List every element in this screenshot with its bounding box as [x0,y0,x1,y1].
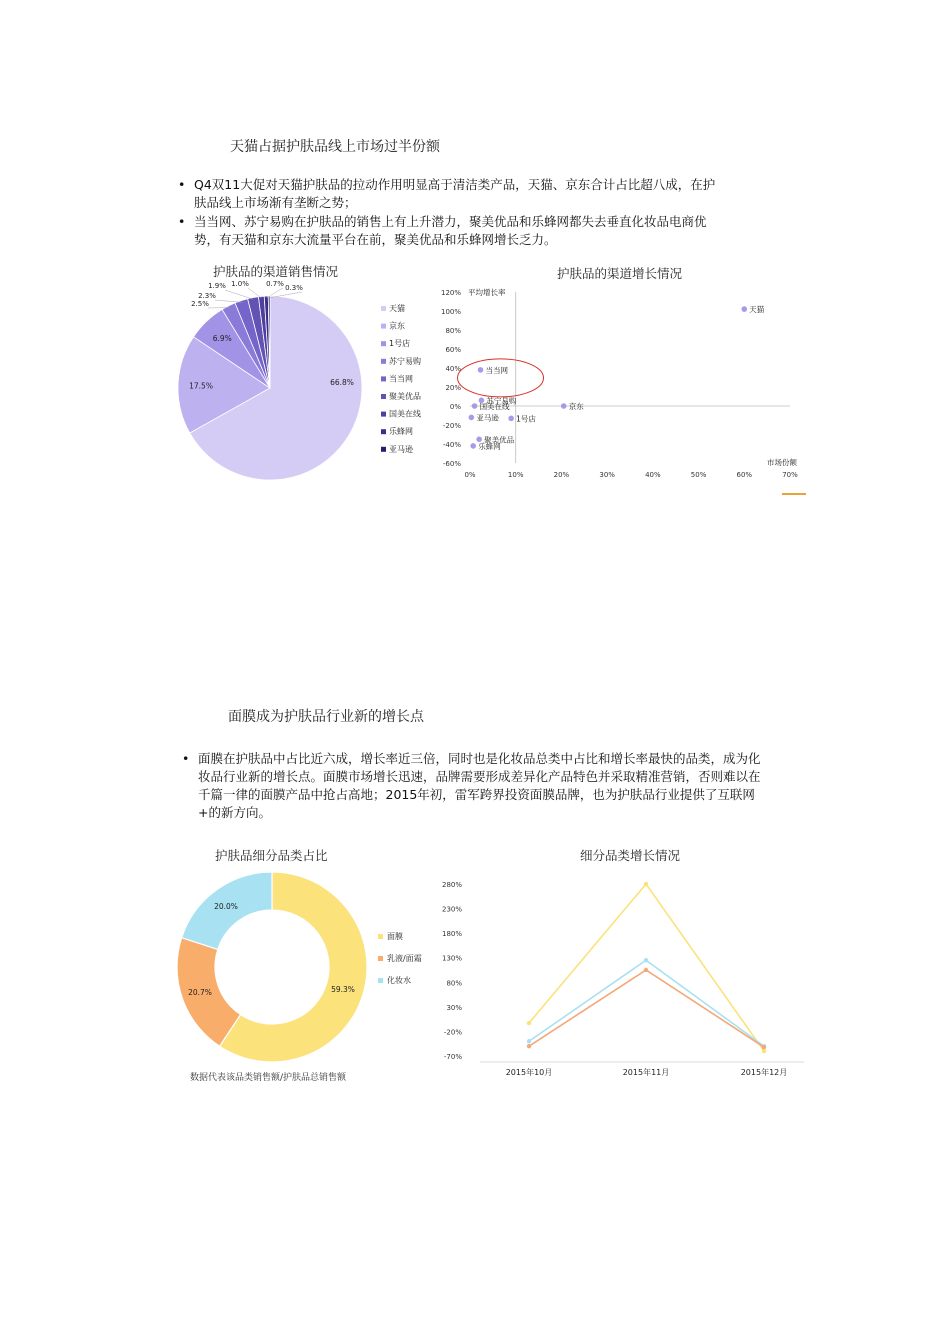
series-point [527,1044,531,1048]
y-tick-label: -40% [442,441,461,449]
x-axis-title: 市场份额 [767,458,797,467]
bullet-item: • 当当网、苏宁易购在护肤品的销售上有上升潜力，聚美优品和乐蜂网都失去垂直化妆品电商优势，有天猫和京东大流量平台在前，聚美优品和乐蜂网增长乏力。 [178,213,718,249]
legend-label: 亚马逊 [389,444,413,454]
series-point [644,958,648,962]
y-tick-label: 130% [441,954,462,963]
x-tick-label: 2015年11月 [622,1068,670,1077]
legend-label: 乐蜂网 [389,427,413,437]
series-point [527,1039,531,1043]
pie-value-label: 1.9% [208,282,226,290]
bullet-item: • 面膜在护肤品中占比近六成，增长率近三倍，同时也是化妆品总类中占比和增长率最快的品类，成为化妆品行业新的增长点。面膜市场增长迅速，品牌需要形成差异化产品特色并采取精准营销，否则难以在千篇一律的面膜产品中抢占高地；2015年初，雷军跨界投资面膜品牌，也为护肤品行业提供了互联网+的新方向。 [182,750,762,822]
legend-swatch [381,394,386,399]
legend-swatch [381,376,386,381]
x-tick-label: 20% [553,471,570,479]
legend-swatch [378,956,383,961]
highlight-ellipse [458,359,544,397]
category-share-donut-chart [170,862,440,1072]
donut-value-label: 20.0% [214,902,238,911]
y-tick-label: -20% [443,1028,462,1037]
chart-title-channel-sales: 护肤品的渠道销售情况 [213,264,339,279]
chart-footnote: 数据代表该品类销售额/护肤品总销售额 [190,1073,347,1083]
pie-value-label: 0.3% [285,284,303,292]
legend-label: 面膜 [387,932,403,941]
scatter-point-label: 京东 [568,402,584,411]
decorative-line [782,493,806,495]
pie-leader-line [248,288,262,298]
pie-value-label: 17.5% [189,381,213,391]
series-line [529,884,764,1051]
x-tick-label: 40% [645,471,661,479]
x-tick-label: 0% [464,471,476,479]
section-2-bullets [182,750,762,823]
x-tick-label: 2015年10月 [505,1068,553,1077]
x-tick-label: 10% [507,471,524,479]
channel-sales-pie-chart [160,278,440,493]
scatter-point [470,443,476,449]
x-tick-label: 2015年12月 [740,1068,788,1077]
y-tick-label: 230% [441,905,462,914]
legend-swatch [381,412,386,417]
scatter-point-label: 国美在线 [479,402,510,411]
scatter-point [561,403,567,409]
scatter-point-label: 乐蜂网 [478,441,501,451]
y-tick-label: 180% [441,930,462,939]
legend-swatch [378,934,383,939]
y-tick-label: 80% [445,327,461,335]
scatter-point [478,367,484,373]
legend-label: 1号店 [389,339,411,349]
category-growth-line-chart [432,872,812,1082]
series-point [644,882,648,886]
legend-swatch [381,341,386,346]
legend-label: 苏宁易购 [389,356,421,366]
scatter-point [508,416,514,422]
scatter-point-label: 1号店 [516,414,536,424]
y-tick-label: 280% [441,881,462,889]
chart-title-category-growth: 细分品类增长情况 [580,848,681,863]
legend-swatch [381,447,386,452]
scatter-point [741,306,747,312]
legend-swatch [381,306,386,311]
channel-growth-scatter-chart [432,282,812,494]
legend-swatch [378,978,383,983]
chart-title-category-share: 护肤品细分品类占比 [215,848,328,863]
y-tick-label: 0% [449,403,461,411]
legend-swatch [381,324,386,329]
y-tick-label: -20% [442,422,461,430]
legend-label: 当当网 [389,374,413,384]
series-line [529,960,764,1046]
x-tick-label: 60% [736,471,753,479]
legend-swatch [381,359,386,364]
scatter-point-label: 聚美优品 [484,435,515,445]
section-1-bullets [178,176,718,250]
y-tick-label: 60% [445,346,461,354]
scatter-point-label: 当当网 [485,365,509,375]
y-tick-label: -70% [443,1053,462,1061]
y-tick-label: -60% [442,460,461,468]
x-tick-label: 70% [782,471,798,479]
x-tick-label: 50% [690,471,707,479]
y-tick-label: 30% [446,1003,462,1012]
section-2-title: 面膜成为护肤品行业新的增长点 [228,709,424,725]
y-tick-label: 20% [445,384,461,392]
x-tick-label: 30% [599,471,615,479]
series-point [644,968,648,972]
pie-value-label: 2.3% [198,292,216,300]
scatter-point [472,403,478,409]
series-point [762,1045,766,1049]
pie-value-label: 6.9% [212,334,232,344]
pie-leader-line [225,290,253,299]
legend-label: 化妆水 [387,976,411,985]
bullet-item: • Q4双11大促对天猫护肤品的拉动作用明显高于清洁类产品，天猫、京东合计占比超八成，在护肤品线上市场渐有垄断之势； [178,176,718,212]
pie-value-label: 0.7% [266,280,284,288]
series-point [527,1021,531,1025]
y-axis-title: 平均增长率 [468,288,506,297]
section-1-title: 天猫占据护肤品线上市场过半份额 [230,139,440,155]
donut-value-label: 59.3% [331,985,355,994]
legend-label: 乳液/面霜 [387,954,422,963]
scatter-point-label: 苏宁易购 [486,396,517,406]
y-tick-label: 100% [440,308,461,316]
scatter-point-label: 天猫 [749,305,765,315]
pie-value-label: 66.8% [330,378,354,387]
chart-title-channel-growth: 护肤品的渠道增长情况 [557,266,683,281]
legend-label: 聚美优品 [389,392,421,401]
y-tick-label: 80% [446,979,462,988]
scatter-point-label: 亚马逊 [476,413,499,423]
legend-label: 天猫 [389,304,405,313]
legend-swatch [381,429,386,434]
y-tick-label: 40% [445,365,461,373]
legend-label: 国美在线 [389,409,421,419]
donut-value-label: 20.7% [188,988,212,997]
scatter-point [469,415,475,421]
series-point [762,1049,766,1053]
legend-label: 京东 [389,321,405,331]
pie-value-label: 2.5% [191,300,209,308]
y-tick-label: 120% [440,289,461,297]
pie-leader-line [215,300,242,302]
pie-value-label: 1.0% [231,280,249,288]
